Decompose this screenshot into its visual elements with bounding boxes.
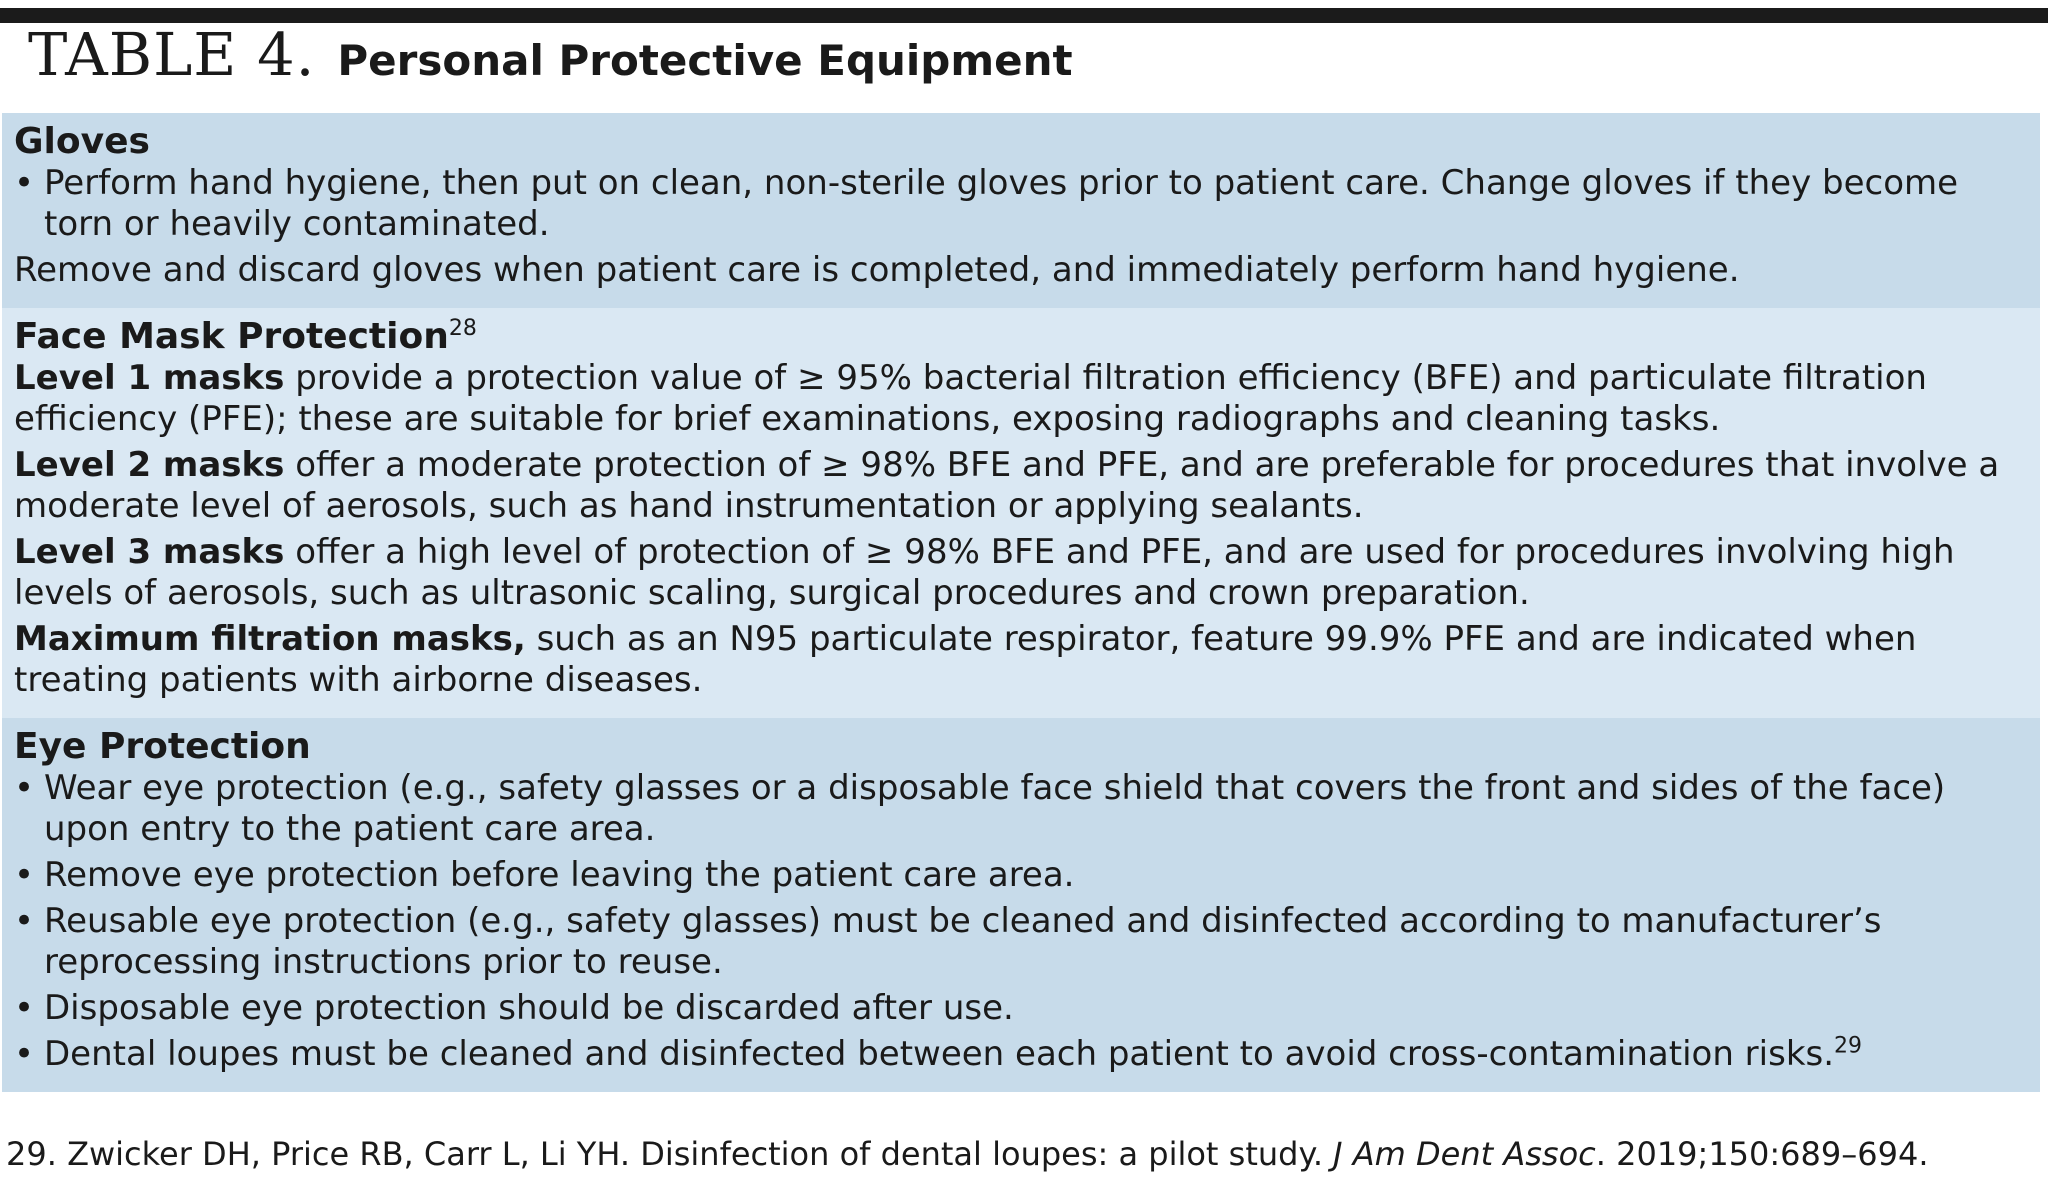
footnote-tail: . 2019;150:689–694. [1595, 1135, 1929, 1173]
bullet-text: Disposable eye protection should be discarded after use. [44, 988, 1014, 1028]
mask-max-label: Maximum filtration masks, [14, 619, 526, 659]
bullet-text: Perform hand hygiene, then put on clean, non-sterile gloves prior to patient care. Change gloves if they become torn or heavily contaminated. [44, 163, 1959, 244]
section-heading-face-mask [14, 316, 2026, 358]
mask-level-3-text: offer a high level of protection of ≥ 98% BFE and PFE, and are used for procedures involving high levels of aerosols, such as ultrasonic scaling, surgical procedures and crown preparation. [14, 532, 1955, 613]
mask-level-3 [14, 532, 2026, 614]
ppe-table [2, 113, 2040, 1092]
bullet-icon: • [14, 163, 35, 203]
bullet-icon: • [14, 901, 35, 941]
mask-level-3-label: Level 3 masks [14, 532, 285, 572]
section-gloves [2, 113, 2040, 308]
list-item [14, 163, 2026, 245]
table-number: TABLE 4. [28, 20, 316, 89]
table-title [28, 20, 1073, 115]
mask-max-filtration [14, 619, 2026, 701]
bullet-text-with-ref [44, 1034, 2026, 1075]
reference-superscript: 28 [448, 316, 477, 341]
footnote [6, 1134, 1929, 1174]
table-title-text: Personal Protective Equipment [337, 36, 1073, 85]
mask-level-1 [14, 358, 2026, 440]
mask-level-2 [14, 445, 2026, 527]
mask-level-2-label: Level 2 masks [14, 445, 285, 485]
bullet-text: Dental loupes must be cleaned and disinfected between each patient to avoid cross-contamination risks. [44, 1034, 1835, 1074]
bullet-text: Wear eye protection (e.g., safety glasses or a disposable face shield that covers the front and sides of the face) upon entry to the patient care area. [44, 768, 1946, 849]
bullet-text: Reusable eye protection (e.g., safety glasses) must be cleaned and disinfected according to manufacturer’s reprocessing instructions prior to reuse. [44, 901, 1882, 982]
list-item [14, 768, 2026, 850]
mask-level-1-label: Level 1 masks [14, 358, 285, 398]
section-face-mask [2, 308, 2040, 718]
mask-level-1-text: provide a protection value of ≥ 95% bacterial filtration efficiency (BFE) and particulate filtration efficiency (PFE); these are suitable for brief examinations, exposing radiographs and cleaning tasks. [14, 358, 1927, 439]
section-heading-eye-protection: Eye Protection [14, 726, 311, 767]
heading-text: Face Mask Protection [14, 316, 449, 357]
mask-max-text: such as an N95 particulate respirator, feature 99.9% PFE and are indicated when treating patients with airborne diseases. [14, 619, 1917, 700]
footnote-text: 29. Zwicker DH, Price RB, Carr L, Li YH. Disinfection of dental loupes: a pilot study. [6, 1135, 1334, 1173]
section-heading-gloves: Gloves [14, 121, 150, 162]
bullet-text: Remove eye protection before leaving the patient care area. [44, 855, 1075, 895]
list-item [14, 855, 2026, 896]
list-item [14, 901, 2026, 983]
bullet-icon: • [14, 1034, 35, 1074]
paragraph: Remove and discard gloves when patient care is completed, and immediately perform hand hygiene. [14, 250, 1740, 290]
bullet-icon: • [14, 855, 35, 895]
mask-level-2-text: offer a moderate protection of ≥ 98% BFE and PFE, and are preferable for procedures that involve a moderate level of aerosols, such as hand instrumentation or applying sealants. [14, 445, 2000, 526]
reference-superscript: 29 [1834, 1033, 1863, 1059]
footnote-journal: J Am Dent Assoc [1333, 1135, 1596, 1173]
bullet-icon: • [14, 988, 35, 1028]
list-item [14, 1034, 2026, 1075]
list-item [14, 988, 2026, 1029]
section-eye-protection [2, 718, 2040, 1092]
bullet-icon: • [14, 768, 35, 808]
